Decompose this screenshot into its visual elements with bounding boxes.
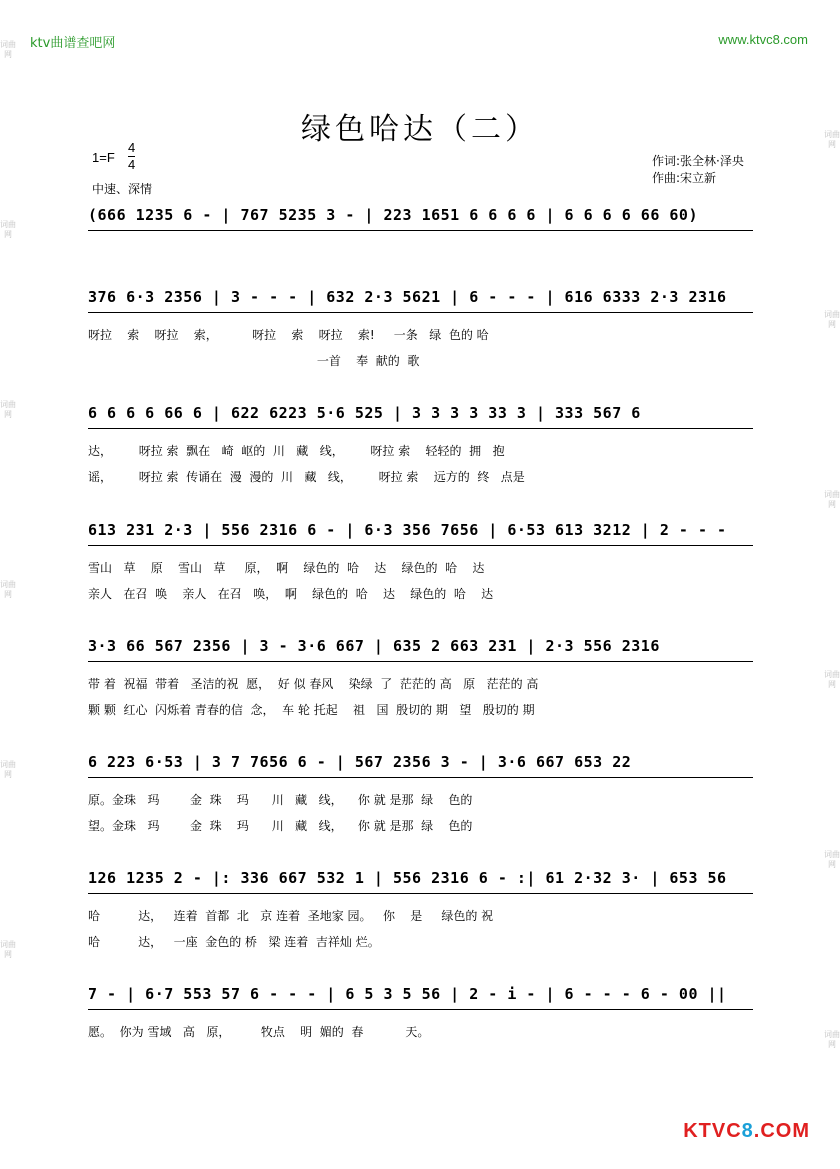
time-signature-top: 4 xyxy=(128,140,136,155)
watermark-text: 词曲网 xyxy=(0,40,16,59)
notation-line: 3·3 66 567 2356 | 3 - 3·6 667 | 635 2 663 231 | 2·3 556 2316 xyxy=(88,637,753,662)
watermark-text: 词曲网 xyxy=(824,490,840,509)
site-url-link[interactable]: www.ktvc8.com xyxy=(718,32,808,47)
notation-line: 613 231 2·3 | 556 2316 6 - | 6·3 356 7656 | 6·53 613 3212 | 2 - - - xyxy=(88,521,753,546)
notation-line: 376 6·3 2356 | 3 - - - | 632 2·3 5621 | 6 - - - | 616 6333 2·3 2316 xyxy=(88,288,753,313)
lyric-line: 达， 呀拉 索 飘在 崎 岖的 川 藏 线， 呀拉 索 轻轻的 拥 抱 xyxy=(88,444,505,458)
watermark-text: 词曲网 xyxy=(824,850,840,869)
time-signature-bottom: 4 xyxy=(128,157,136,172)
lyric-line: 哈 达， 一座 金色的 桥 梁 连着 吉祥灿 烂。 xyxy=(88,935,380,949)
left-watermark-strip xyxy=(0,0,16,1169)
lyric-line: 颗 颗 红心 闪烁着 青春的信 念， 车 轮 托起 祖 国 殷切的 期 望 殷切的 期 xyxy=(88,703,535,717)
lyric-line: 亲人 在召 唤 亲人 在召 唤， 啊 绿色的 哈 达 绿色的 哈 达 xyxy=(88,587,494,601)
watermark-text: 词曲网 xyxy=(0,940,16,959)
logo-text-blue: 8 xyxy=(741,1120,754,1142)
watermark-text: 词曲网 xyxy=(824,130,840,149)
tempo-marking: 中速、深情 xyxy=(92,182,153,196)
lyric-line: 哈 达， 连着 首都 北 京 连着 圣地家 园。 你 是 绿色的 祝 xyxy=(88,909,494,923)
watermark-text: 词曲网 xyxy=(824,310,840,329)
watermark-text: 词曲网 xyxy=(0,580,16,599)
notation-line: 6 223 6·53 | 3 7 7656 6 - | 567 2356 3 - | 3·6 667 653 22 xyxy=(88,753,753,778)
watermark-text: 词曲网 xyxy=(824,1030,840,1049)
song-title: 绿色哈达（二） xyxy=(301,112,539,147)
site-name-link[interactable]: ktv曲谱查吧网 xyxy=(30,36,116,51)
lyric-line: 带 着 祝福 带着 圣洁的祝 愿， 好 似 春风 染绿 了 茫茫的 高 原 茫茫的 高 xyxy=(88,677,539,691)
lyricist-credit: 作词:张全林·泽央 xyxy=(652,154,744,168)
watermark-text: 词曲网 xyxy=(0,760,16,779)
watermark-text: 词曲网 xyxy=(0,220,16,239)
time-signature xyxy=(128,140,135,173)
lyric-line: 一首 奉 献的 歌 xyxy=(88,354,420,368)
composer-credit: 作曲:宋立新 xyxy=(652,171,717,185)
lyric-line: 谣， 呀拉 索 传诵在 漫 漫的 川 藏 线， 呀拉 索 远方的 终 点是 xyxy=(88,470,525,484)
notation-line: 6 6 6 6 66 6 | 622 6223 5·6 525 | 3 3 3 3 33 3 | 333 567 6 xyxy=(88,404,753,429)
lyric-line: 望。金珠 玛 金 珠 玛 川 藏 线， 你 就 是那 绿 色的 xyxy=(88,819,473,833)
ktvc8-logo xyxy=(683,1120,810,1143)
right-watermark-strip xyxy=(824,0,840,1169)
lyric-line: 雪山 草 原 雪山 草 原， 啊 绿色的 哈 达 绿色的 哈 达 xyxy=(88,561,485,575)
notation-line: (666 1235 6 - | 767 5235 3 - | 223 1651 6 6 6 6 | 6 6 6 6 66 60) xyxy=(88,206,753,231)
lyric-line: 呀拉 索 呀拉 索， 呀拉 索 呀拉 索! 一条 绿 色的 哈 xyxy=(88,328,489,342)
lyric-line: 原。金珠 玛 金 珠 玛 川 藏 线， 你 就 是那 绿 色的 xyxy=(88,793,473,807)
notation-line: 7 - | 6·7 553 57 6 - - - | 6 5 3 5 56 | 2 - i - | 6 - - - 6 - 00 || xyxy=(88,985,753,1010)
watermark-text: 词曲网 xyxy=(824,670,840,689)
notation-line: 126 1235 2 - |: 336 667 532 1 | 556 2316 6 - :| 61 2·32 3· | 653 56 xyxy=(88,869,753,894)
logo-text-red: KTVC xyxy=(683,1120,742,1142)
watermark-text: 词曲网 xyxy=(0,400,16,419)
logo-text-rest: .COM xyxy=(753,1120,810,1142)
key-signature: 1=F xyxy=(92,150,115,165)
lyric-line: 愿。 你为 雪域 高 原， 牧点 明 媚的 春 天。 xyxy=(88,1025,430,1039)
